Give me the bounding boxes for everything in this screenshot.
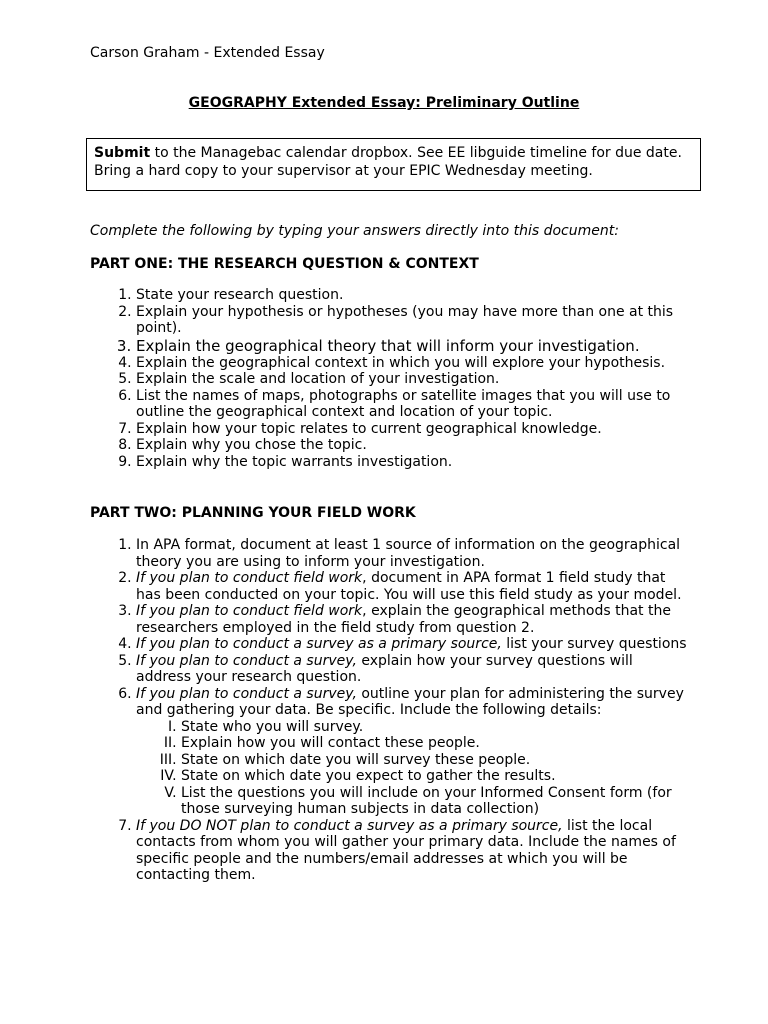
part-two-heading: PART TWO: PLANNING YOUR FIELD WORK (90, 505, 416, 521)
list-item: 2. If you plan to conduct field work, document in APA format 1 field study that has been conducted on your topic. You will use this field study as your model. (136, 570, 690, 603)
sub-list-item: I. State who you will survey. (181, 719, 690, 736)
survey-details-sublist (136, 719, 690, 818)
list-item: 4. Explain the geographical context in which you will explore your hypothesis. (136, 355, 690, 372)
submit-line-2: Bring a hard copy to your supervisor at your EPIC Wednesday meeting. (94, 163, 593, 179)
sub-list-item: V. List the questions you will include on your Informed Consent form (for those surveying human subjects in data collection) (181, 785, 690, 818)
list-item: 3. If you plan to conduct field work, explain the geographical methods that the researchers employed in the field study from question 2. (136, 603, 690, 636)
list-item: 5. Explain the scale and location of your investigation. (136, 371, 690, 388)
list-item: 5. If you plan to conduct a survey, explain how your survey questions will address your research question. (136, 653, 690, 686)
document-header: Carson Graham - Extended Essay (90, 45, 325, 61)
list-item: 1. In APA format, document at least 1 source of information on the geographical theory you are using to inform your investigation. (136, 537, 690, 570)
page-title: GEOGRAPHY Extended Essay: Preliminary Outline (188, 95, 580, 111)
sub-list-item: IV. State on which date you expect to gather the results. (181, 768, 690, 785)
part-one-heading: PART ONE: THE RESEARCH QUESTION & CONTEXT (90, 256, 479, 272)
list-item: 7. If you DO NOT plan to conduct a survey as a primary source, list the local contacts from whom you will gather your primary data. Include the names of specific people and the numbers/email addresses at which you will be contacting them. (136, 818, 690, 884)
part-one-list (90, 287, 690, 470)
list-item: 3. Explain the geographical theory that will inform your investigation. (136, 337, 690, 355)
submit-line-1-text: to the Managebac calendar dropbox. See EE libguide timeline for due date. (150, 145, 682, 161)
list-item: 2. Explain your hypothesis or hypotheses (you may have more than one at this point). (136, 304, 690, 337)
submit-line-1 (94, 144, 693, 162)
list-item: 6. If you plan to conduct a survey, outline your plan for administering the survey and gathering your data. Be specific. Include the following details: I. State who you will survey. II. Explain how you will contact these people. III. State on which date you will survey these people. IV. State on which date you expect to gather the results. V. List the questions you will include on your Informed Consent form (for those surveying human subjects in data collection) (136, 686, 690, 818)
list-item: 9. Explain why the topic warrants investigation. (136, 454, 690, 471)
part-two-list (90, 537, 690, 884)
list-item: 7. Explain how your topic relates to current geographical knowledge. (136, 421, 690, 438)
sub-list-item: III. State on which date you will survey these people. (181, 752, 690, 769)
instruction-text: Complete the following by typing your answers directly into this document: (90, 223, 619, 239)
list-item: 4. If you plan to conduct a survey as a primary source, list your survey questions (136, 636, 690, 653)
list-item: 8. Explain why you chose the topic. (136, 437, 690, 454)
sub-list-item: II. Explain how you will contact these people. (181, 735, 690, 752)
list-item: 1. State your research question. (136, 287, 690, 304)
list-item: 6. List the names of maps, photographs or satellite images that you will use to outline the geographical context and location of your topic. (136, 388, 690, 421)
submit-instructions-box (86, 138, 701, 191)
submit-bold-label: Submit (94, 145, 151, 161)
